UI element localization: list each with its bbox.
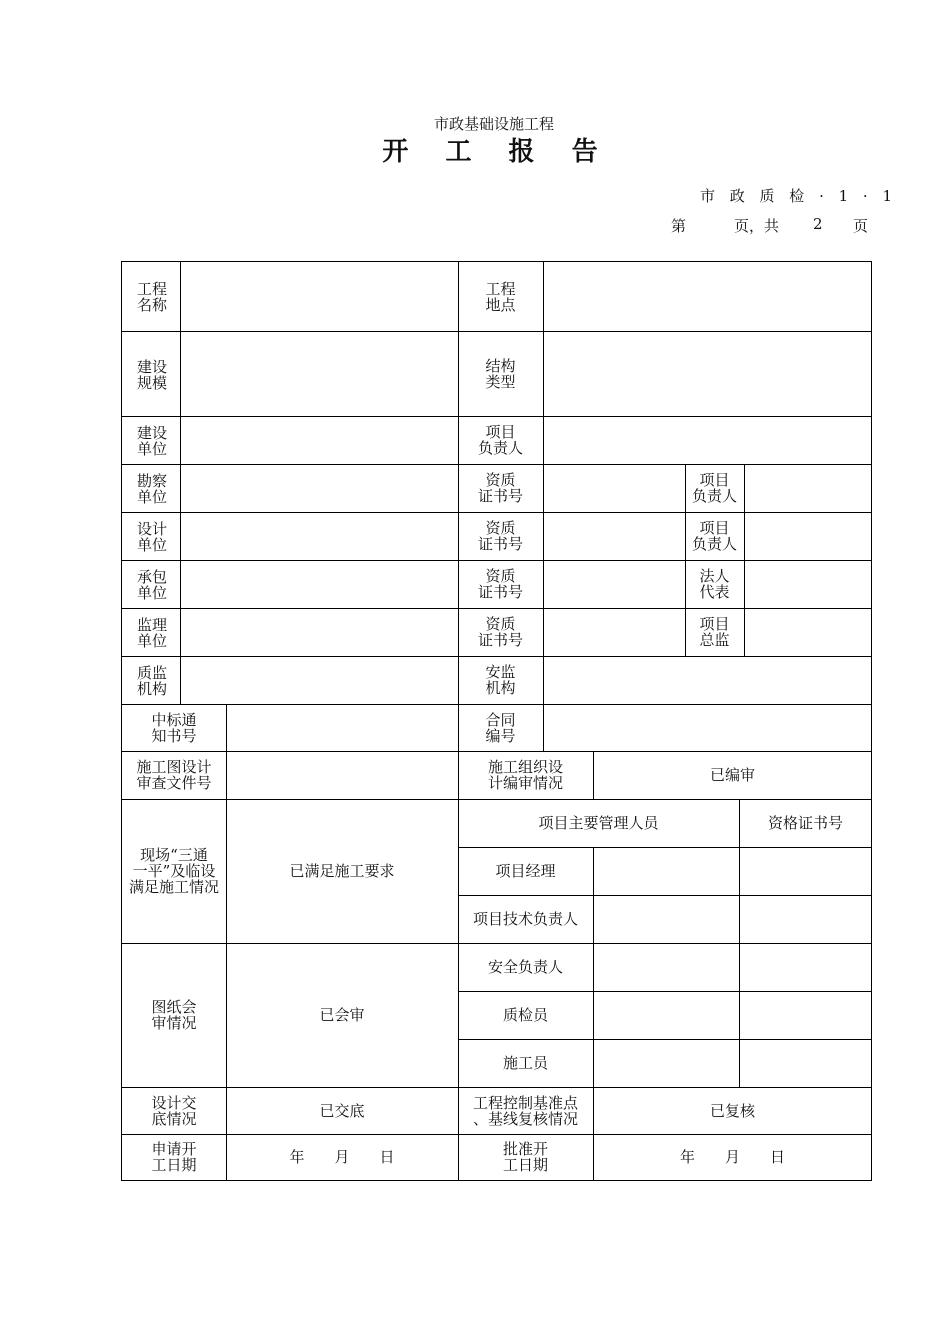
contractor-cert-label: 资质 证书号 xyxy=(477,567,523,601)
key-staff-header: 项目主要管理人员 xyxy=(538,814,659,832)
design-cert-label: 资质 证书号 xyxy=(477,519,523,553)
page-middle: 页，共 xyxy=(734,217,780,235)
benchmark-review-label: 工程控制基准点 、基线复核情况 xyxy=(472,1093,578,1128)
design-unit-label: 设计 单位 xyxy=(137,520,168,554)
chief-supervisor-label: 项目 总监 xyxy=(699,615,730,649)
col-divider xyxy=(180,262,181,704)
site-conditions-value: 已满足施工要求 xyxy=(289,862,395,880)
structure-type-label: 结构 类型 xyxy=(485,356,516,391)
survey-unit-label: 勘察 单位 xyxy=(137,472,168,506)
project-leader-label: 项目 负责人 xyxy=(477,423,523,457)
quality-agency-label: 质监 机构 xyxy=(137,664,168,698)
page-total: 2 xyxy=(813,215,823,233)
design-leader-label: 项目 负责人 xyxy=(691,519,737,553)
benchmark-review-value: 已复核 xyxy=(709,1101,755,1120)
form-number: 市 政 质 检 · 1 · 1 xyxy=(700,187,897,205)
constructor-label: 施工员 xyxy=(502,1054,548,1072)
quality-inspector-label: 质检员 xyxy=(502,1006,548,1024)
contractor-unit-label: 承包 单位 xyxy=(137,568,168,602)
contract-no-label: 合同 编号 xyxy=(485,710,516,745)
drawing-review-doc-label: 施工图设计 审查文件号 xyxy=(136,758,212,792)
apply-date-label: 申请开 工日期 xyxy=(151,1140,197,1174)
drawing-review-label: 图纸会 审情况 xyxy=(151,998,197,1032)
project-name-label: 工程 名称 xyxy=(137,280,168,314)
project-manager-label: 项目经理 xyxy=(495,862,556,880)
construction-unit-label: 建设 单位 xyxy=(137,424,168,458)
tech-leader-label: 项目技术负责人 xyxy=(472,910,578,928)
supervision-unit-label: 监理 单位 xyxy=(137,616,168,650)
document-subtitle: 市政基础设施工程 xyxy=(433,115,554,133)
design-disclosure-value: 已交底 xyxy=(319,1101,365,1120)
legal-rep-label: 法人 代表 xyxy=(699,567,730,601)
apply-date-value: 年 月 日 xyxy=(289,1148,395,1166)
site-conditions-label: 现场“三通 一平”及临设 满足施工情况 xyxy=(128,846,219,896)
supervision-cert-label: 资质 证书号 xyxy=(477,615,523,649)
page-prefix: 第 xyxy=(671,217,687,235)
bid-notice-label: 中标通 知书号 xyxy=(151,710,197,745)
construction-scale-label: 建设 规模 xyxy=(137,358,168,392)
col-divider xyxy=(744,464,745,656)
document-title: 开 工 报 告 xyxy=(382,137,612,167)
approve-date-label: 批准开 工日期 xyxy=(502,1140,548,1174)
survey-leader-label: 项目 负责人 xyxy=(691,471,737,505)
project-location-label: 工程 地点 xyxy=(485,279,516,314)
qualification-header: 资格证书号 xyxy=(767,814,843,832)
safety-agency-label: 安监 机构 xyxy=(485,663,516,697)
drawing-review-value: 已会审 xyxy=(319,1006,365,1024)
design-disclosure-label: 设计交 底情况 xyxy=(151,1093,197,1128)
org-design-review-label: 施工组织设 计编审情况 xyxy=(487,758,563,792)
safety-leader-label: 安全负责人 xyxy=(487,958,563,976)
page-suffix: 页 xyxy=(853,217,869,235)
col-divider xyxy=(593,847,594,1087)
approve-date-value: 年 月 日 xyxy=(679,1148,785,1166)
col-divider xyxy=(543,262,544,751)
survey-cert-label: 资质 证书号 xyxy=(477,471,523,505)
org-design-review-value: 已编审 xyxy=(709,766,755,784)
